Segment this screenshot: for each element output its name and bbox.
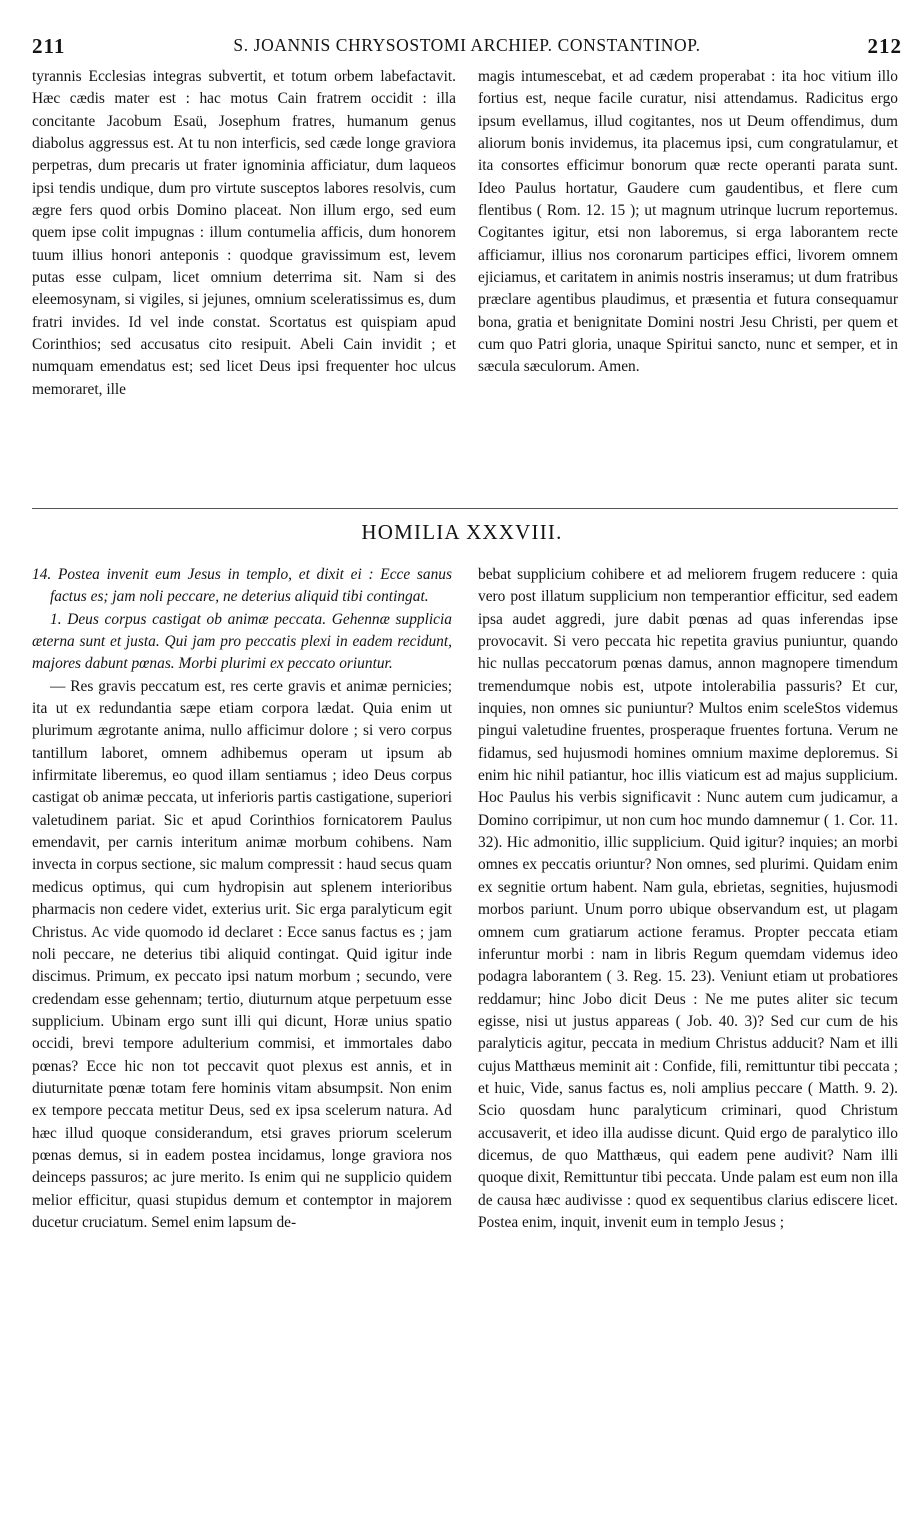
body-paragraph: bebat supplicium cohibere et ad meliorem frugem reducere : quia vero post illatum supplicium non temperantior efficitur, sed eadem ipsa audet aggredi, jure dabit pœnas ad quas inferendas ipse provocavit. Si vero peccata hic repetita gravius puniuntur, quando hic nullas peccatorum pœnas damus, annon magnopere timendum tremendumque nobis est, utpote intolerabilia passuris? Et cur, inquies, non omnes sic puniuntur? Multos enim sceleStos videmus pingui valetudine fruentes, prosperaque fruentes fortuna. Verum ne fidamus, sed hujusmodi homines omnium maxime deploremus. Si enim hic nihil patiantur, hoc illis viaticum est ad majus supplicium. Hoc Paulus his verbis significavit : Nunc autem cum judicamur, a Domino corripimur, ut non cum hoc mundo damnemur ( 1. Cor. 11. 32). Hic admonitio, illic supplicium. Quid igitur? inquies; an morbi omnes ex peccatis oriuntur? Non omnes, sed plurimi. Quidam enim ex segnitie ortum habent. Nam gula, ebrietas, segnities, hujusmodi morbos pariunt. Unum porro ubique observandum est, ut plagam omnem cum gratiarum actione feramus. Propter peccata etiam inferuntur morbi : nam in libris Regum quemdam videmus ideo podagra laborantem ( 3. Reg. 15. 23). Veniunt etiam ut probatiores reddamur; hinc Jobo dicit Deus : Ne me putes aliter sic tecum egisse, nisi ut justus appareas ( Job. 40. 3)? Sed cur cum de his paralyticis agitur, peccata in medium Christus adducit? Nam et illi cujus Matthæus meminit ait : Confide, fili, remittuntur tibi peccata ; et huic, Vide, sanus factus es, noli amplius peccare ( Matth. 9. 2). Scio quosdam hunc paralyticum criminari, quod Christum accusaverit, et ideo illa audisse dicunt. Quid ergo de paralytico illo dicemus, de quo Matthæus, qui eadem pene audivit? Nam illi quoque dixit, Remittuntur tibi peccata. Unde palam est eum non illa de causa hæc audivisse : quod ex sequentibus clarius ediscere licet. Postea enim, inquit, invenit eum in templo Jesus ; (478, 566, 898, 1231)
scripture-epigraph: 14. Postea invenit eum Jesus in templo, et dixit ei : Ecce sanus factus es; jam noli peccare, ne deterius aliquid tibi contingat. (32, 566, 452, 606)
homily-title: HOMILIA XXXVIII. (361, 520, 563, 544)
bottom-left-column (32, 564, 452, 1524)
chapter-summary: 1. Deus corpus castigat ob animæ peccata. Gehennæ supplicia æterna sunt et justa. Qui jam pro peccatis plexi in eadem recidunt, majores dabunt pœnas. Morbi plurimi ex peccato oriuntur. (32, 610, 452, 673)
section-divider (32, 508, 898, 509)
body-paragraph: tyrannis Ecclesias integras subvertit, et totum orbem labefactavit. Hæc cædis mater est : hac motus Cain fratrem occidit : illa concitante Jacobum Esaü, Josephum fratres, humanum genus diabolus aggressus est. At tu non interficis, sed cæde longe graviora perpetras, dum precaris ut frater ignominia afficiatur, dum laqueos ipsi tendis undique, dum pro virtute susceptos labores resolvis, cum ægre fers quod orbis Domino placeat. Non illum ergo, sed eum quem ipse colit impugnas : illum contumelia afficis, dum honorem tuum illius honori anteponis : quodque gravissimum est, levem putas esse culpam, licet omnium deterrima sit. Nam si des eleemosynam, si vigiles, si jejunes, omnium sceleratissimus es, dum fratri invides. Id vel inde constat. Scortatus est quispiam apud Corinthios; sed accusatus cito resipuit. Abeli Cain invidit ; et numquam emendatus est; sed licet Deus ipsi frequenter hoc ulcus memoraret, ille (32, 68, 456, 398)
page-number-right: 212 (867, 34, 902, 58)
page-header (32, 34, 902, 62)
top-right-column (478, 66, 898, 494)
running-title: S. JOANNIS CHRYSOSTOMI ARCHIEP. CONSTANTINOP. (233, 35, 701, 55)
bottom-right-column (478, 564, 898, 1524)
body-paragraph: — Res gravis peccatum est, res certe gravis et animæ pernicies; ita ut ex redundantia sæpe etiam corpora lædat. Quia enim ut plurimum ægrotante anima, nullo afficimur dolore ; si vero corpus tantillum laboret, omnem adhibemus operam ut ipsum ab infirmitate liberemus, eo quod illam sentiamus ; ideo Deus corpus castigat ob animæ peccata, ut inferioris partis castigatione, superiori valetudinem pariat. Sic et apud Corinthios fornicatorem Paulus emendavit, per carnis interitum animæ morbum cohibens. Nam invecta in corpus sectione, sic malum compressit : haud secus quam medicus optimus, qui cum hydropisin aut splenem interioribus pharmacis non cedere videt, exterius urit. Sic erga paralyticum egit Christus. Ac vide quomodo id declaret : Ecce sanus factus es ; jam noli peccare, ne deterius tibi aliquid contingat. Quid igitur inde discimus. Primum, ex peccato ipsi natum morbum ; secundo, vere credendam esse gehennam; tertio, diuturnum atque perpetuum esse supplicium. Ubinam ergo sunt illi qui dicunt, Horæ unius spatio occidi, brevi tempore adulterium commisi, et immortales dabo pœnas? Ecce hic non tot peccavit quot plexus est annis, et in diuturnitate pœnæ totam fere hominis vitam absumpsit. Non enim ex tempore peccata metitur Deus, sed ex ipsa scelerum natura. Ad hæc illud quoque considerandum, etsi graves priorum scelerum pœnas demus, si in eadem postea incidamus, longe graviora nos deinceps passuros; ac jure merito. Is enim qui ne supplicio quidem melior efficitur, quasi stupidus demum et contemptor in majorem ducetur cruciatum. Semel enim lapsum de- (32, 677, 452, 1231)
body-paragraph: magis intumescebat, et ad cædem properabat : ita hoc vitium illo fortius est, neque facile curatur, nisi attendamus. Radicitus ergo ipsum evellamus, illud cogitantes, nos ut Deum offendimus, dum aliorum bonis invidemus, ita placemus ipsi, cum congratulamur, et ita consortes efficimur bonorum quæ recte operanti parata sunt. Ideo Paulus hortatur, Gaudere cum gaudentibus, et flere cum flentibus ( Rom. 12. 15 ); ut magnum utrinque lucrum reportemus. Cogitantes igitur, etsi non laboremus, si erga laborantem recte afficiamur, illius nos coronarum participes effici, livorem omnem ejiciamus, et caritatem in animis nostris inseramus; ut dum fratribus præclare agentibus plaudimus, et præsentia et futura consequamur bona, gratia et benignitate Domini nostri Jesu Christi, per quem et cum quo Patri gloria, unaque Spiritui sancto, nunc et semper, et in sæcula sæculorum. Amen. (478, 68, 898, 376)
page-number-left: 211 (32, 34, 66, 58)
top-left-column (32, 66, 456, 494)
